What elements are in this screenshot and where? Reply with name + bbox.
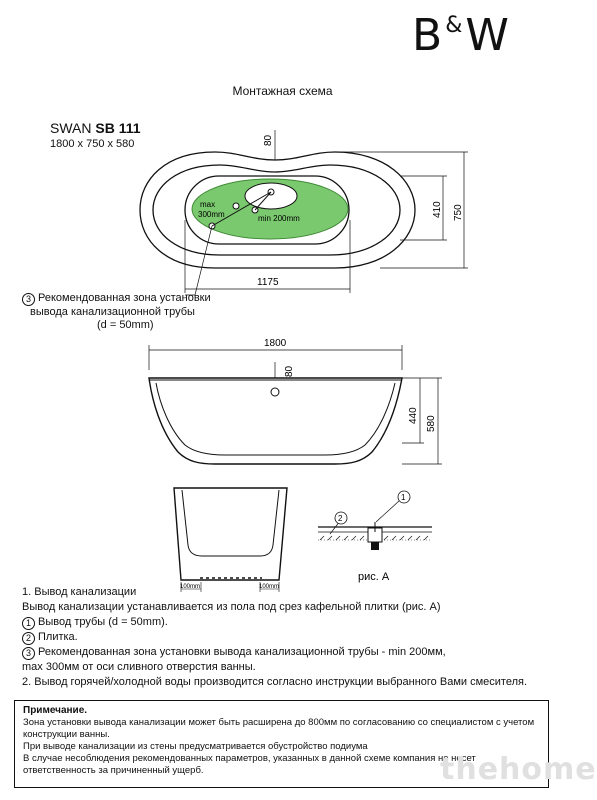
end-view-inner	[182, 490, 279, 556]
note-item3-badge: 3	[22, 647, 35, 660]
brand-letter-left: B	[412, 10, 444, 61]
dim-1175: 1175	[257, 277, 279, 288]
note-item3	[22, 645, 527, 660]
installation-notes	[22, 585, 527, 690]
callout-3-badge: 3	[22, 293, 35, 306]
remark-line2: конструкции ванны.	[23, 729, 110, 740]
note-item2	[22, 630, 527, 645]
overflow-hole	[271, 388, 279, 396]
model-code: SB 111	[95, 120, 141, 136]
note1-title: 1. Вывод канализации	[22, 586, 137, 598]
detail-label-2: 2	[338, 514, 343, 523]
note-item1	[22, 615, 527, 630]
remark-line1: Зона установки вывода канализации может быть расширена до 800мм по согласованию со специалистом с учетом	[23, 717, 535, 728]
end-dim-left: 100mm	[180, 584, 201, 590]
dim-750: 750	[453, 204, 464, 221]
max-label: max	[200, 200, 216, 209]
dim-1800: 1800	[264, 338, 287, 349]
recommend-zone-label	[22, 292, 211, 332]
dim-side-80: 80	[284, 365, 295, 377]
note2-text: 2. Вывод горячей/холодной воды производится согласно инструкции выбранного Вами смесителя.	[22, 676, 528, 688]
recommend-line1: Рекомендованная зона установки	[38, 292, 211, 304]
remark-heading: Примечание.	[23, 705, 88, 716]
brand-ampersand: &	[445, 13, 464, 38]
brand-letter-right: W	[465, 10, 510, 61]
dim-410: 410	[432, 201, 443, 218]
mid-point	[233, 203, 239, 209]
note1-text: Вывод канализации устанавливается из пола под срез кафельной плитки (рис. А)	[22, 601, 441, 613]
end-view-outer	[174, 488, 287, 580]
dim-top-80: 80	[263, 134, 274, 146]
recommend-line3: (d = 50mm)	[97, 319, 154, 331]
detail-caption: рис. А	[358, 571, 390, 583]
note-item2-text: Плитка.	[38, 631, 78, 643]
note-item1-badge: 1	[22, 617, 35, 630]
min-label: min 200mm	[258, 214, 300, 223]
model-prefix: SWAN	[50, 120, 92, 136]
detail-a	[318, 491, 432, 550]
note-item2-badge: 2	[22, 632, 35, 645]
remark-line3: При выводе канализации из стены предусматривается обустройство подиума	[23, 741, 368, 752]
remark-line5: ответственность за причиненный ущерб.	[23, 765, 204, 776]
detail-label-1: 1	[401, 493, 406, 502]
remark-line4: В случае несоблюдения рекомендованных параметров, указанных в данной схеме компания не несет	[23, 753, 476, 764]
note-item3-text: Рекомендованная зона установки вывода канализационной трубы - min 200мм,	[38, 646, 446, 658]
watermark: thehome	[440, 752, 597, 787]
dim-440: 440	[408, 407, 419, 424]
note-item3-cont: max 300мм от оси сливного отверстия ванны.	[22, 661, 256, 673]
max-value: 300mm	[198, 210, 225, 219]
note-item1-text: Вывод трубы (d = 50mm).	[38, 616, 168, 628]
dim-580: 580	[426, 415, 437, 432]
end-dim-right: 100mm	[259, 584, 280, 590]
drain-hole-outline	[245, 183, 297, 209]
page-title: Монтажная схема	[232, 84, 333, 98]
recommend-line2: вывода канализационной трубы	[30, 306, 195, 318]
model-dimensions: 1800 x 750 x 580	[50, 138, 135, 150]
